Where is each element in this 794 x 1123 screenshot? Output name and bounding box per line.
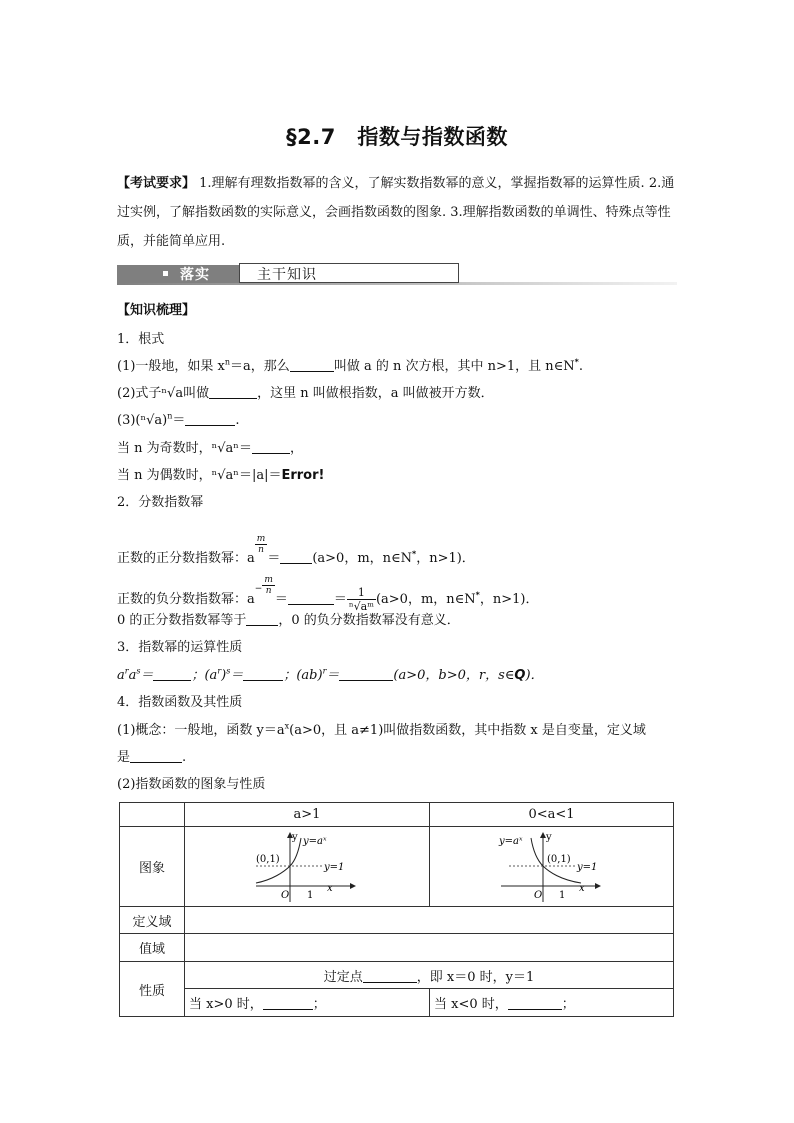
- blank: [209, 385, 257, 399]
- heading-fractional-exponent: 2．分数指数幂: [117, 495, 204, 510]
- property-x-lt-0: 当 x<0 时， ；: [430, 989, 674, 1017]
- row-label-domain: 定义域: [120, 907, 185, 934]
- exp-function-concept: (1)概念：一般地，函数 $y=a^x(a>0$，且 a≠1)叫做指数函数，其中指数 x 是自变量，定义域: [117, 721, 646, 738]
- radical-def-1: (1)一般地，如果 $x^n=a$，那么 叫做 a 的 n 次方根，其中 n>1，且 n∈N*.: [117, 357, 583, 374]
- curve-label: y=aˣ: [303, 835, 327, 847]
- curve-label: y=aˣ: [498, 835, 523, 847]
- banner-left-label: 落实: [180, 267, 210, 283]
- row-label-properties: 性质: [120, 962, 185, 1017]
- blank: [508, 996, 562, 1010]
- radical-even: 当 n 为偶数时，ⁿ√aⁿ＝|a|＝Error!: [117, 468, 325, 483]
- banner-right-label: 主干知识: [257, 267, 317, 283]
- blank: [243, 667, 283, 681]
- x-axis-label: x: [327, 882, 333, 894]
- exponent-rules: $a^ra^s=$ ；$(a^r)^s=$ ；(ab)$^r$＝ (a>0，b>0，r，s∈Q)．: [117, 666, 544, 683]
- blank: [252, 440, 290, 454]
- x-axis-label: x: [578, 882, 585, 894]
- tick-label: 1: [307, 889, 314, 901]
- property-x-gt-0: 当 x>0 时， ；: [185, 989, 430, 1017]
- blank: [185, 412, 235, 426]
- blank: [363, 969, 417, 983]
- blank: [339, 667, 393, 681]
- bullet-icon: [163, 271, 168, 276]
- line-label: y=1: [324, 861, 345, 873]
- fixed-point-cell: 过定点 ，即 x＝0 时，y＝1: [185, 962, 674, 989]
- exp-function-graph-heading: (2)指数函数的图象与性质: [117, 777, 266, 792]
- positive-fractional-exponent: 正数的正分数指数幂：a $\frac{m}{n}$ ＝ (a>0，m，n∈N*，n>1)．: [117, 534, 475, 566]
- page-title: §2.7 指数与指数函数: [286, 125, 508, 149]
- exam-requirements: [117, 169, 679, 256]
- curve-label: y: [545, 831, 552, 843]
- blank: [290, 358, 334, 372]
- graph-0-lt-a-lt-1: [430, 827, 674, 907]
- radical-def-3: $(3)(^n√a)^n=$ .: [117, 411, 240, 428]
- negative-fractional-exponent: 正数的负分数指数幂：a− $\frac{m}{n}$ ＝ ＝ $\frac{1}{\text{ⁿ√aᵐ}}$ (a>0，m，n∈N*，n>1)．: [117, 575, 539, 613]
- radical-odd: 当 n 为奇数时，ⁿ√aⁿ＝ ，: [117, 441, 303, 456]
- header-a-gt-1: a>1: [185, 803, 430, 827]
- header-0-lt-a-lt-1: 0<a<1: [430, 803, 674, 827]
- knowledge-label: 【知识梳理】: [117, 303, 196, 318]
- exp-function-table: [119, 802, 674, 1017]
- section-banner: [117, 262, 677, 284]
- zero-fractional-exponent: 0 的正分数指数幂等于 ，0 的负分数指数幂没有意义．: [117, 613, 460, 628]
- graph-a-gt-1: [185, 827, 430, 907]
- exp-graph-increasing: [252, 830, 362, 904]
- requirements-text: 1.理解有理数指数幂的含义，了解实数指数幂的意义，掌握指数幂的运算性质. 2.通过实例，了解指数函数的实际意义，会画指数函数的图象. 3.理解指数函数的单调性、特殊点等性质，并能简单应用.: [117, 176, 675, 249]
- curve-label: y: [292, 831, 298, 843]
- point-label: (0,1): [256, 853, 280, 865]
- exp-function-domain: 是 .: [117, 750, 187, 765]
- blank: [288, 591, 334, 605]
- heading-exponential-function: 4．指数函数及其性质: [117, 695, 243, 710]
- blank: [130, 749, 182, 763]
- origin-label: O: [281, 889, 290, 901]
- origin-label: O: [533, 889, 542, 901]
- line-label: y=1: [576, 861, 597, 873]
- heading-exponent-rules: 3．指数幂的运算性质: [117, 640, 243, 655]
- exp-graph-decreasing: [497, 830, 607, 904]
- tick-label: 1: [558, 889, 565, 901]
- blank: [246, 612, 278, 626]
- row-label-graph: 图象: [120, 827, 185, 907]
- blank: [263, 996, 313, 1010]
- blank: [280, 550, 312, 564]
- heading-radicals: 1．根式: [117, 332, 165, 347]
- row-label-range: 值域: [120, 934, 185, 962]
- blank: [153, 667, 191, 681]
- radical-def-2: (2)式子ⁿ√a叫做 ，这里 n 叫做根指数，a 叫做被开方数．: [117, 386, 494, 401]
- requirements-label: 【考试要求】: [117, 176, 196, 191]
- point-label: (0,1): [546, 853, 571, 865]
